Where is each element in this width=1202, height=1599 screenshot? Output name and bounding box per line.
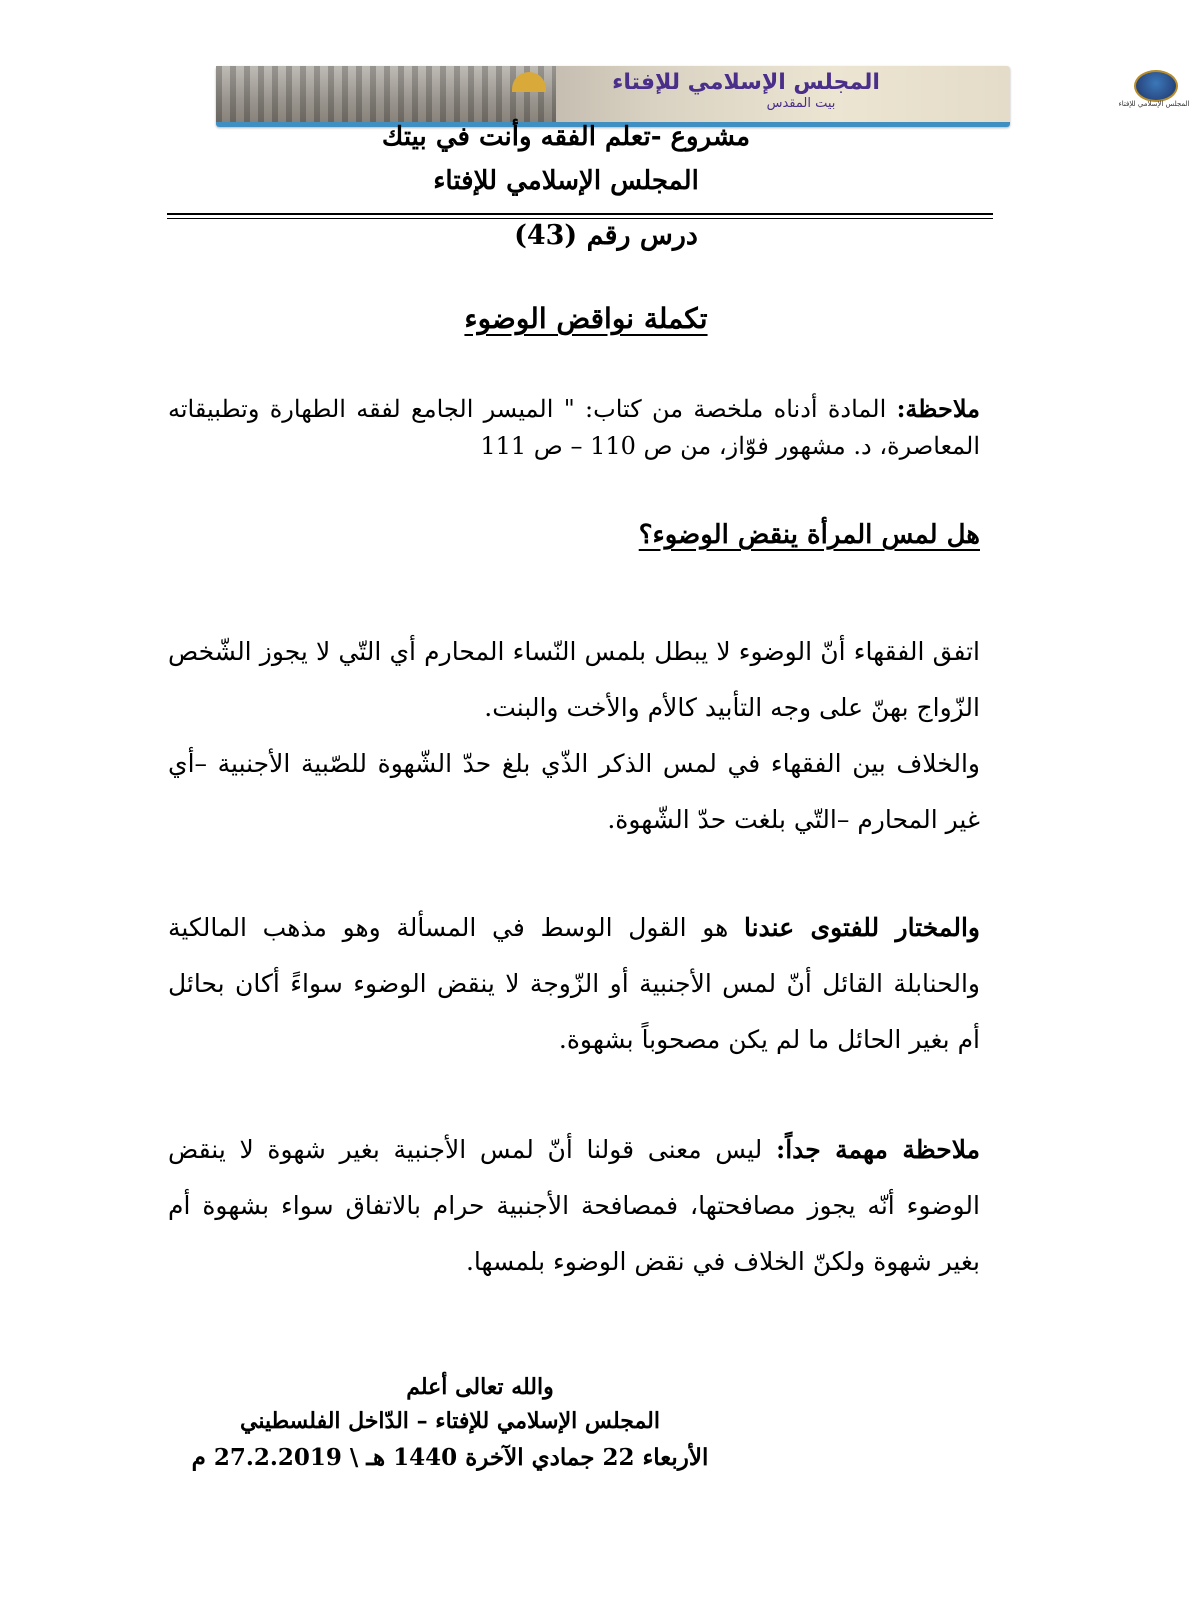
lesson-title: تكملة نواقض الوضوء [464, 302, 708, 335]
header-banner [216, 66, 1190, 127]
chosen-fatwa-text: هو القول الوسط في المسألة وهو مذهب المالكية والحنابلة القائل أنّ لمس الأجنبية أو الزّوجة لا ينقض الوضوء سواءً أكان بحائل أم بغير الحائل ما لم يكن مصحوباً بشهوة. [168, 913, 980, 1054]
project-title: مشروع -تعلم الفقه وأنت في بيتك [381, 122, 751, 152]
banner-subtitle: بيت المقدس [766, 96, 836, 111]
header-divider [167, 213, 993, 215]
jerusalem-skyline-image [216, 66, 556, 122]
lesson-title-wrap [0, 302, 1152, 335]
council-name: المجلس الإسلامي للإفتاء [433, 166, 699, 196]
paragraph-disagreement: والخلاف بين الفقهاء في لمس الذكر الذّي بلغ حدّ الشّهوة للصّبية الأجنبية –أي غير المحارم –التّي بلغت حدّ الشّهوة. [168, 749, 980, 834]
important-note-text: ليس معنى قولنا أنّ لمس الأجنبية بغير شهوة لا ينقض الوضوء أنّه يجوز مصافحتها، فمصافحة الأجنبية حرام بالاتفاق سواء بشهوة أم بغير شهوة ولكنّ الخلاف في نقض الوضوء بلمسها. [168, 1135, 980, 1276]
source-note-text: المادة أدناه ملخصة من كتاب: " الميسر الجامع لفقه الطهارة وتطبيقاته المعاصرة، د. مشهور فوّاز، من ص 110 – ص 111 [168, 395, 980, 460]
section-question: هل لمس المرأة ينقض الوضوء؟ [638, 520, 980, 550]
paragraph-agreement: اتفق الفقهاء أنّ الوضوء لا يبطل بلمس النّساء المحارم أي التّي لا يجوز الشّخص الزّواج بهنّ على وجه التأبيد كالأم والأخت والبنت. [168, 637, 980, 722]
closing-signature: المجلس الإسلامي للإفتاء – الدّاخل الفلسطيني [240, 1408, 660, 1434]
banner-small-text: المجلس الإسلامي للإفتاء [1118, 100, 1190, 108]
banner-title: المجلس الإسلامي للإفتاء [612, 70, 880, 95]
paragraph-chosen-fatwa [168, 900, 980, 1068]
paragraph-important-note [168, 1122, 980, 1290]
closing-date: الأربعاء 22 جمادي الآخرة 1440 هـ \ 27.2.2019 م [191, 1444, 709, 1471]
closing-allah-knows: والله تعالى أعلم [406, 1374, 554, 1400]
council-logo-icon [1134, 70, 1178, 102]
lesson-number: درس رقم (43) [514, 220, 698, 251]
header-divider-thin [167, 218, 993, 219]
source-note-label: ملاحظة: [896, 394, 980, 423]
chosen-fatwa-label: والمختار للفتوى عندنا [743, 913, 980, 942]
important-note-label: ملاحظة مهمة جداً: [775, 1135, 981, 1164]
source-note [168, 390, 980, 465]
